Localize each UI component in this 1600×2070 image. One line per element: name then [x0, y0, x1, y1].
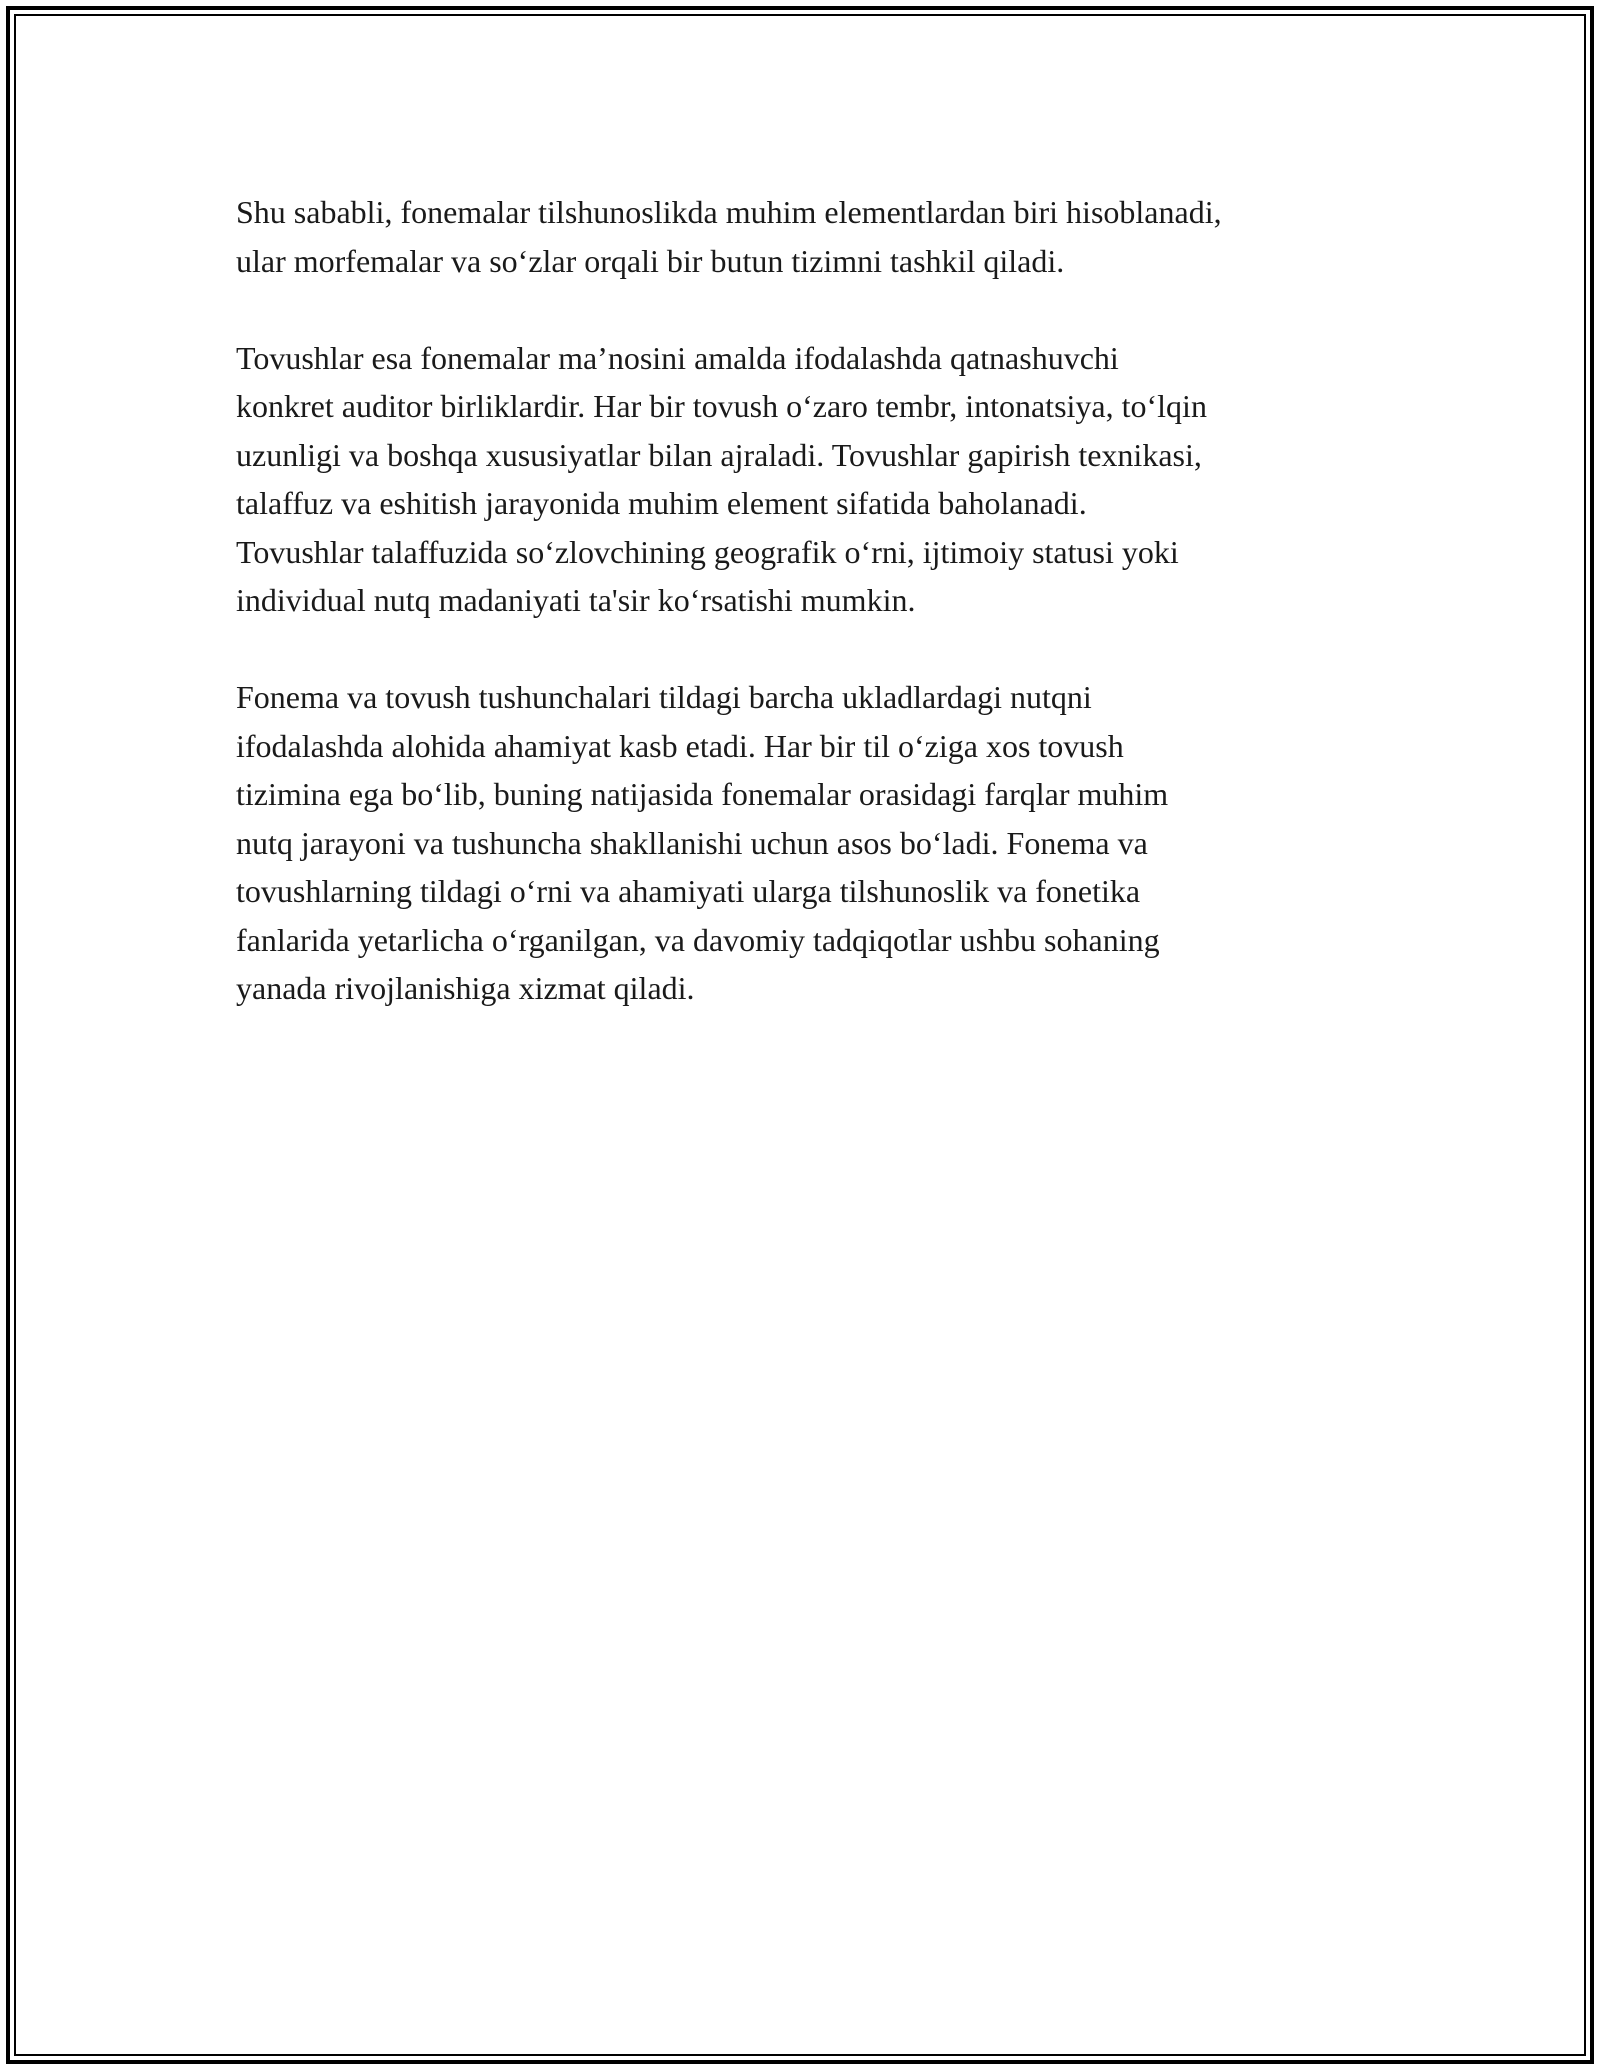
text-line: yanada rivojlanishiga xizmat qiladi.: [236, 970, 695, 1006]
text-line: tovushlarning tildagi o‘rni va ahamiyati ularga tilshunoslik va fonetika: [236, 873, 1141, 909]
text-line: konkret auditor birliklardir. Har bir tovush o‘zaro tembr, intonatsiya, to‘lqin: [236, 388, 1207, 424]
text-line: uzunligi va boshqa xususiyatlar bilan ajraladi. Tovushlar gapirish texnikasi,: [236, 436, 1202, 473]
document-body: [236, 188, 1376, 1061]
text-line: ifodalashda alohida ahamiyat kasb etadi. Har bir til o‘ziga xos tovush: [236, 727, 1124, 764]
text-line: talaffuz va eshitish jarayonida muhim element sifatida baholanadi.: [236, 485, 1087, 521]
text-line: tizimina ega bo‘lib, buning natijasida fonemalar orasidagi farqlar muhim: [236, 776, 1169, 812]
paragraph-2: [236, 334, 1376, 625]
text-line: fanlarida yetarlicha o‘rganilgan, va davomiy tadqiqotlar ushbu sohaning: [236, 921, 1160, 958]
paragraph-3: [236, 673, 1376, 1013]
text-line: individual nutq madaniyati ta'sir ko‘rsatishi mumkin.: [236, 582, 916, 618]
text-line: Shu sababli, fonemalar tilshunoslikda muhim elementlardan biri hisoblanadi,: [236, 194, 1222, 230]
text-line: Tovushlar talaffuzida so‘zlovchining geografik o‘rni, ijtimoiy statusi yoki: [236, 533, 1179, 570]
text-line: Tovushlar esa fonemalar ma’nosini amalda ifodalashda qatnashuvchi: [236, 339, 1119, 376]
paragraph-1: [236, 188, 1376, 285]
text-line: ular morfemalar va so‘zlar orqali bir butun tizimni tashkil qiladi.: [236, 242, 1065, 279]
text-line: Fonema va tovush tushunchalari tildagi barcha ukladlardagi nutqni: [236, 679, 1092, 715]
text-line: nutq jarayoni va tushuncha shakllanishi uchun asos bo‘ladi. Fonema va: [236, 824, 1148, 861]
